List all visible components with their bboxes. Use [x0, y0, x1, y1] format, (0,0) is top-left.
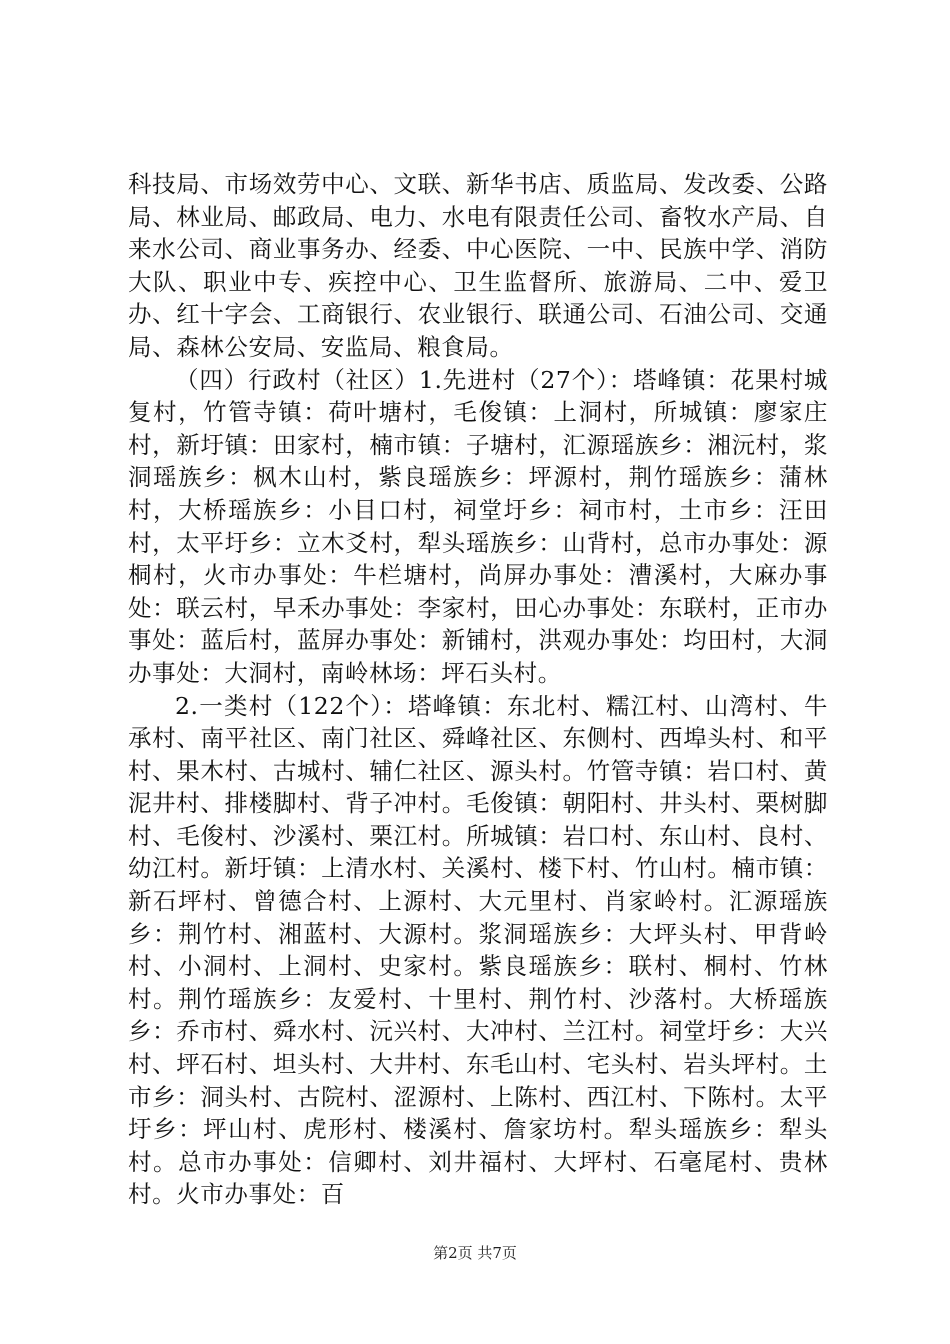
- paragraph-advanced-villages: （四）行政村（社区）1.先进村（27个）：塔峰镇：花果村城复村，竹管寺镇：荷叶塘村，毛俊镇：上洞村，所城镇：廖家庄村，新圩镇：田家村，楠市镇：子塘村，汇源瑶族乡：湘沅村，浆洞瑶族乡：枫木山村，紫良瑶族乡：坪源村，荆竹瑶族乡：蒲林村，大桥瑶族乡：小目口村，祠堂圩乡：祠市村，土市乡：汪田村，太平圩乡：立木爻村，犁头瑶族乡：山背村，总市办事处：源桐村，火市办事处：牛栏塘村，尚屏办事处：漕溪村，大麻办事处：联云村，早禾办事处：李家村，田心办事处：东联村，正市办事处：蓝后村，蓝屏办事处：新铺村，洪观办事处：均田村，大洞办事处：大洞村，南岭林场：坪石头村。: [128, 365, 828, 687]
- body-text: [128, 168, 828, 1211]
- paragraph-first-class-villages: 2.一类村（122个）：塔峰镇：东北村、糯江村、山湾村、牛承村、南平社区、南门社区、舜峰社区、东侧村、西埠头村、和平村、果木村、古城村、辅仁社区、源头村。竹管寺镇：岩口村、黄泥井村、排楼脚村、背子冲村。毛俊镇：朝阳村、井头村、栗树脚村、毛俊村、沙溪村、栗江村。所城镇：岩口村、东山村、良村、幼江村。新圩镇：上清水村、关溪村、楼下村、竹山村。楠市镇：新石坪村、曾德合村、上源村、大元里村、肖家岭村。汇源瑶族乡：荆竹村、湘蓝村、大源村。浆洞瑶族乡：大坪头村、甲背岭村、小洞村、上洞村、史家村。紫良瑶族乡：联村、桐村、竹林村。荆竹瑶族乡：友爱村、十里村、荆竹村、沙落村。大桥瑶族乡：乔市村、舜水村、沅兴村、大冲村、兰江村。祠堂圩乡：大兴村、坪石村、坦头村、大井村、东毛山村、宅头村、岩头坪村。土市乡：洞头村、古院村、涩源村、上陈村、西江村、下陈村。太平圩乡：坪山村、虎形村、楼溪村、詹家坊村。犁头瑶族乡：犁头村。总市办事处：信卿村、刘井福村、大坪村、石毫尾村、贵林村。火市办事处：百: [128, 691, 828, 1209]
- page-number-footer: 第2页 共7页: [433, 1244, 517, 1262]
- paragraph-department-list: 科技局、市场效劳中心、文联、新华书店、质监局、发改委、公路局、林业局、邮政局、电力、水电有限责任公司、畜牧水产局、自来水公司、商业事务办、经委、中心医院、一中、民族中学、消防大队、职业中专、疾控中心、卫生监督所、旅游局、二中、爱卫办、红十字会、工商银行、农业银行、联通公司、石油公司、交通局、森林公安局、安监局、粮食局。: [128, 170, 828, 361]
